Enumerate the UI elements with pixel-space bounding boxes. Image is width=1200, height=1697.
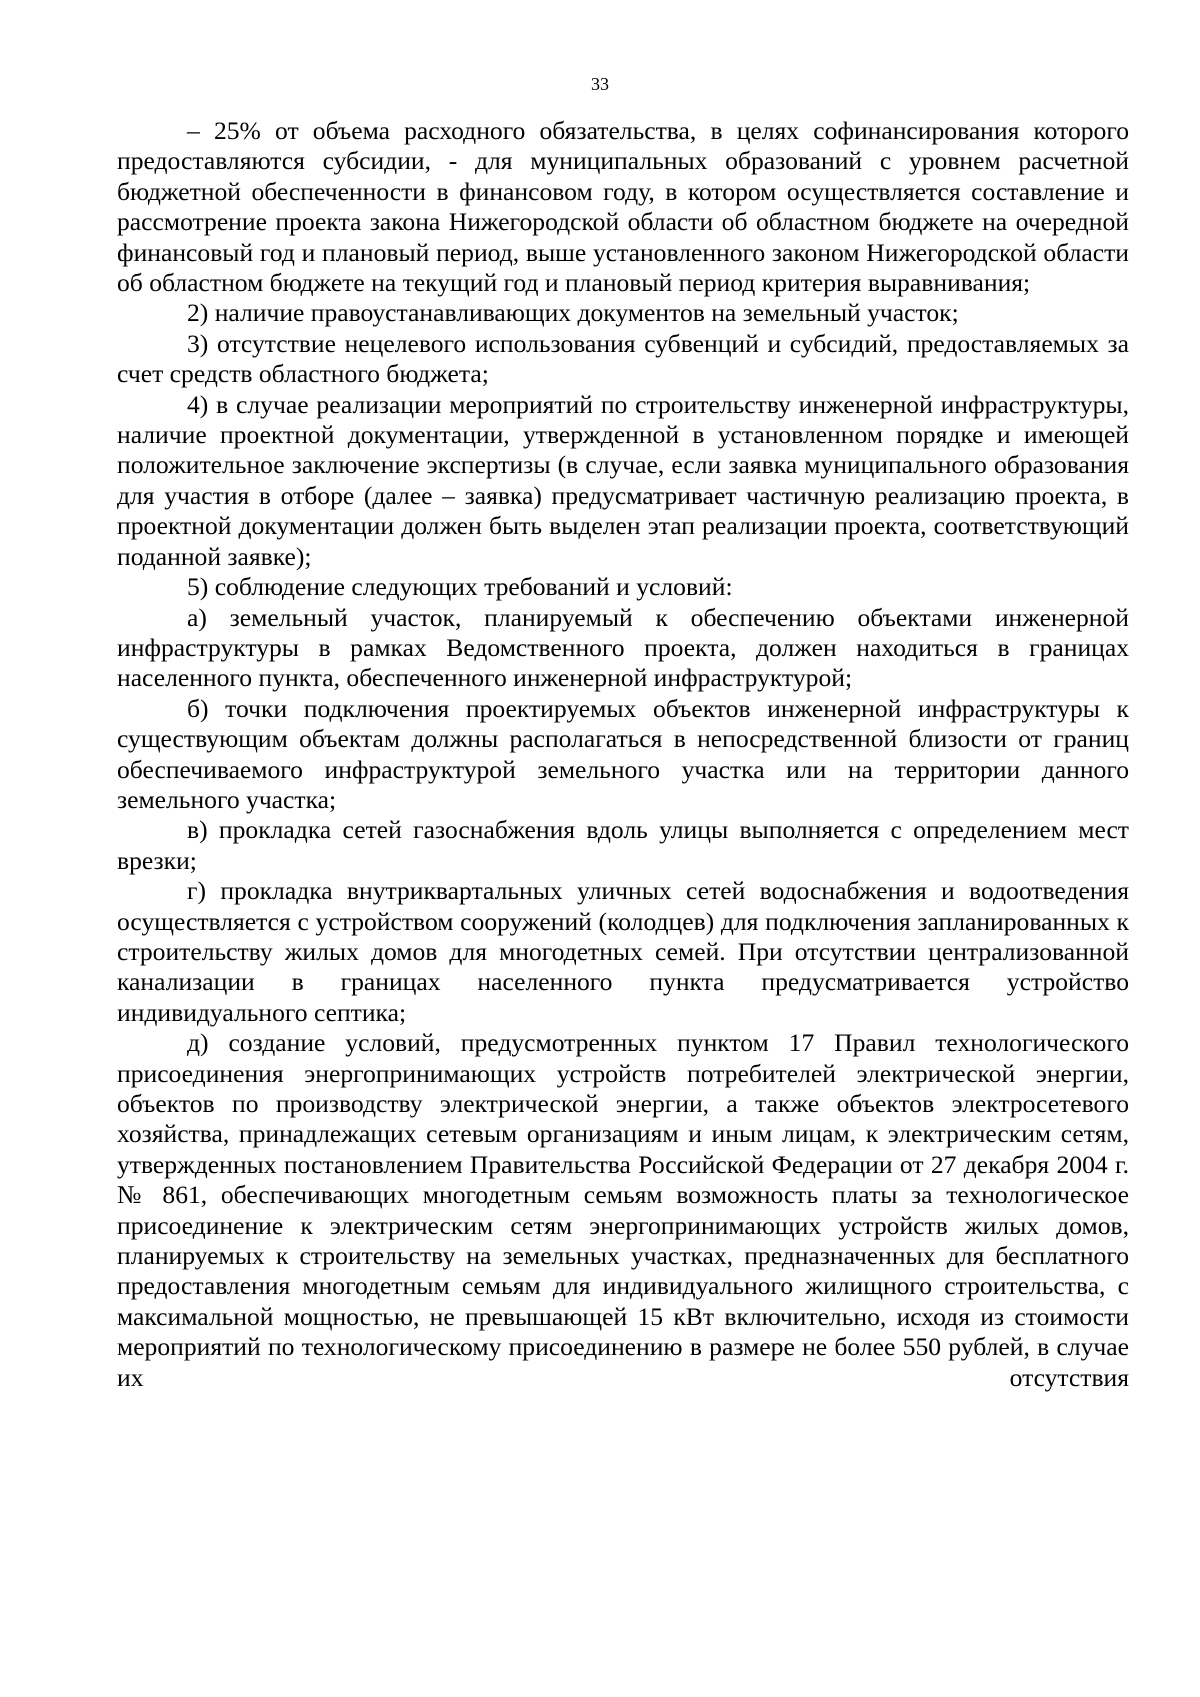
paragraph-item-4: 4) в случае реализации мероприятий по строительству инженерной инфраструктуры, наличие проектной документации, утвержденной в установленном порядке и имеющей положительное заключение экспертизы (в случае, если заявка муниципального образования для участия в отборе (далее – заявка) предусматривает частичную реализацию проекта, в проектной документации должен быть выделен этап реализации проекта, соответствующий поданной заявке); — [117, 389, 1129, 571]
page-number: 33 — [591, 74, 609, 94]
paragraph-subitem-b: б) точки подключения проектируемых объектов инженерной инфраструктуры к существующим объектам должны располагаться в непосредственной близости от границ обеспечиваемого инфраструктурой земельного участка или на территории данного земельного участка; — [117, 693, 1129, 814]
paragraph-criteria: – 25% от объема расходного обязательства, в целях софинансирования которого предоставляются субсидии, - для муниципальных образований с уровнем расчетной бюджетной обеспеченности в финансовом году, в котором осуществляется составление и рассмотрение проекта закона Нижегородской области об областном бюджете на очередной финансовый год и плановый период, выше установленного законом Нижегородской области об областном бюджете на текущий год и плановый период критерия выравнивания; — [117, 116, 1129, 298]
paragraph-subitem-a: а) земельный участок, планируемый к обеспечению объектами инженерной инфраструктуры в рамках Ведомственного проекта, должен находиться в границах населенного пункта, обеспеченного инженерной инфраструктурой; — [117, 602, 1129, 693]
document-body — [117, 116, 1129, 1393]
paragraph-item-5: 5) соблюдение следующих требований и условий: — [187, 572, 733, 602]
paragraph-item-2: 2) наличие правоустанавливающих документов на земельный участок; — [187, 298, 959, 328]
paragraph-item-3: 3) отсутствие нецелевого использования субвенций и субсидий, предоставляемых за счет средств областного бюджета; — [117, 328, 1129, 389]
paragraph-subitem-v: в) прокладка сетей газоснабжения вдоль улицы выполняется с определением мест врезки; — [117, 815, 1129, 875]
paragraph-subitem-g: г) прокладка внутриквартальных уличных сетей водоснабжения и водоотведения осуществляется с устройством сооружений (колодцев) для подключения запланированных к строительству жилых домов для многодетных семей. При отсутствии централизованной канализации в границах населенного пункта предусматривается устройство индивидуального септика; — [117, 876, 1129, 1027]
paragraph-subitem-d: д) создание условий, предусмотренных пунктом 17 Правил технологического присоединения энергопринимающих устройств потребителей электрической энергии, объектов по производству электрической энергии, а также объектов электросетевого хозяйства, принадлежащих сетевым организациям и иным лицам, к электрическим сетям, утвержденных постановлением Правительства Российской Федерации от 27 декабря 2004 г. № 861, обеспечивающих многодетным семьям возможность платы за технологическое присоединение к электрическим сетям энергопринимающих устройств жилых домов, планируемых к строительству на земельных участках, предназначенных для бесплатного предоставления многодетным семьям для индивидуального жилищного строительства, с максимальной мощностью, не превышающей 15 кВт включительно, исходя из стоимости мероприятий по технологическому присоединению в размере не более 550 рублей, в случае их отсутствия — [117, 1028, 1129, 1392]
